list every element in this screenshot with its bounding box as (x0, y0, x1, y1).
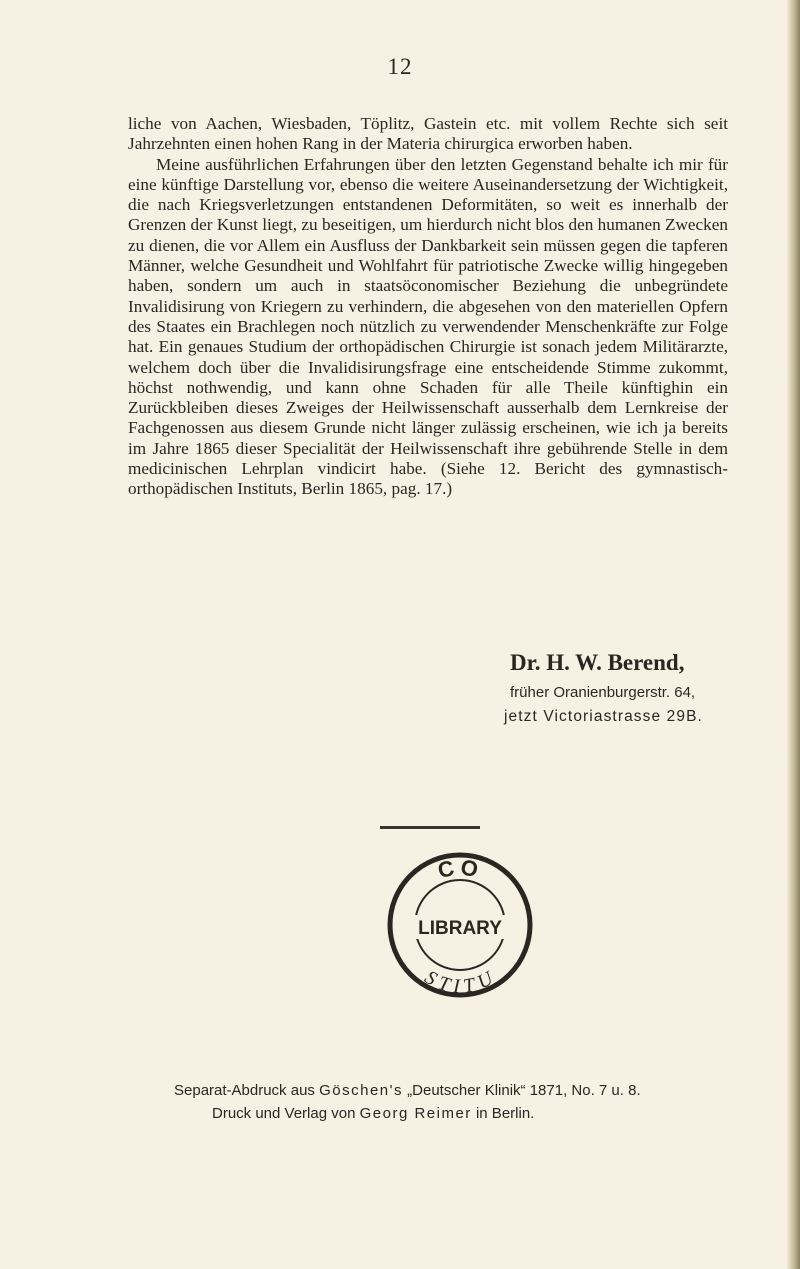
imprint-suffix-2: in Berlin. (475, 1105, 535, 1122)
current-address-street: Victoriastrasse 29B. (543, 708, 703, 725)
imprint-line-2 (212, 1105, 534, 1122)
svg-text:STITU (421, 966, 499, 997)
page-number: 12 (387, 54, 413, 79)
paragraph-main: Meine ausführlichen Erfahrungen über den letzten Gegenstand behalte ich mir für eine künftige Darstellung vor, ebenso die weitere Auseinandersetzung der Wichtigkeit, die nach Kriegsverletzungen entstandenen Deformitäten, so weit es innerhalb der Grenzen der Kunst liegt, zu beseitigen, um hierdurch nicht blos den humanen Zwecken zu dienen, die vor Allem ein Ausfluss der Dankbarkeit sein müssen gegen die tapferen Männer, welche Gesundheit und Wohlfahrt für patriotische Zwecke willig hingegeben haben, sondern um auch in staatsöconomischer Beziehung die unbegründete Invalidisirung von Kriegern zu verhindern, die abgesehen von den materiellen Opfern des Staates ein Brachlegen noch nützlich zu verwendender Menschenkräfte zur Folge hat. Ein genaues Studium der orthopädischen Chirurgie ist sonach jedem Militärarzte, welchem doch über die Invalidisirungsfrage eine entscheidende Stimme zukommt, höchst nothwendig, und kann ohne Schaden für alle Theile künftighin ein Zurückbleiben dieses Zweiges der Heilwissenschaft ausserhalb dem Lernkreise der Fachgenossen aus diesem Grunde nicht länger zulässig erscheinen, wie ich ja bereits im Jahre 1865 dieser Specialität der Heilwissenschaft ihre gebührende Stelle in dem medicinischen Lehrplan vindicirt habe. (Siehe 12. Bericht des gymnastisch-orthopädischen Instituts, Berlin 1865, pag. 17.) (128, 154, 728, 499)
stamp-top-text: CO (435, 854, 485, 884)
imprint-prefix-2: Druck und Verlag von (212, 1105, 356, 1122)
author-name: Dr. H. W. Berend, (510, 650, 685, 675)
signature-block (504, 650, 764, 726)
stamp-rule (380, 826, 480, 829)
imprint-suffix-1: „Deutscher Klinik“ 1871, No. 7 u. 8. (407, 1082, 641, 1099)
svg-text:CO (436, 854, 485, 883)
paragraph-continuation: liche von Aachen, Wiesbaden, Töplitz, Gastein etc. mit vollem Rechte sich seit Jahrzehnten einen hohen Rang in der Materia chirurgica erworben haben. (128, 114, 728, 154)
author-current-address (504, 708, 764, 726)
author-former-address: früher Oranienburgerstr. 64, (510, 684, 696, 701)
library-stamp (380, 845, 540, 1005)
stamp-bottom-text: STITU (420, 966, 499, 998)
imprint-prefix-1: Separat-Abdruck aus (174, 1082, 315, 1099)
imprint-publisher-1: Göschen's (319, 1082, 403, 1099)
page-edge-shadow (786, 0, 800, 1269)
imprint-line-1 (174, 1082, 641, 1099)
current-address-prefix: jetzt (504, 708, 538, 725)
stamp-center-text: LIBRARY (418, 918, 502, 939)
imprint-publisher-2: Georg Reimer (359, 1105, 472, 1122)
body-text (128, 114, 728, 500)
